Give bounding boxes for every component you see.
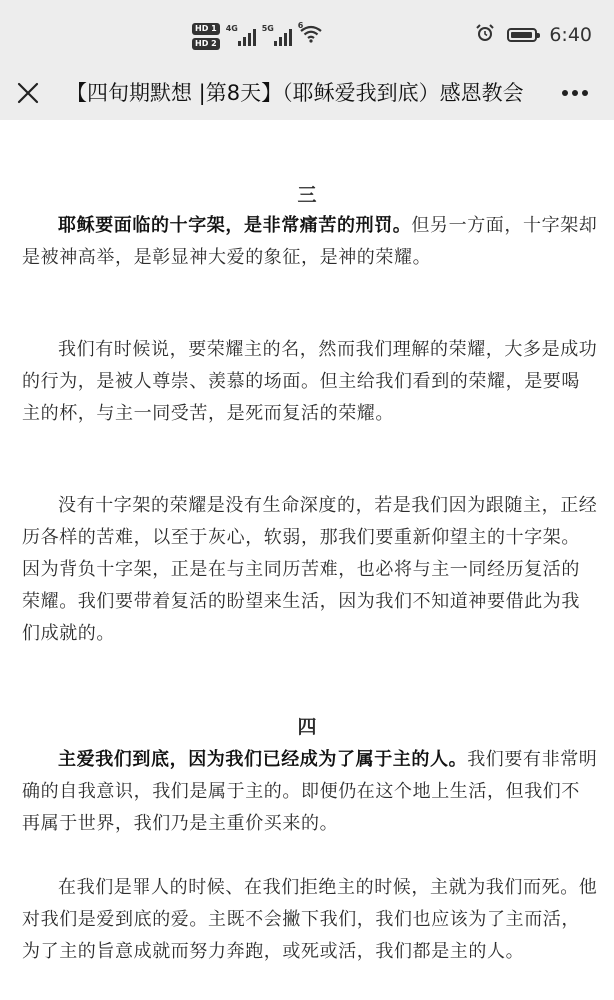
paragraph-1-bold: 耶稣要面临的十字架，是非常痛苦的刑罚。	[58, 215, 412, 236]
more-button[interactable]	[558, 78, 592, 108]
paragraph-4-bold: 主爱我们到底，因为我们已经成为了属于主的人。	[58, 749, 468, 770]
section-heading-3: 三	[297, 184, 317, 206]
signal2-gen-label: 5G	[261, 24, 274, 33]
section-heading-4: 四	[297, 716, 317, 738]
status-left-group	[192, 18, 322, 54]
hd2-badge: HD 2	[192, 38, 220, 50]
signal-icon-2	[262, 26, 292, 46]
wifi-icon	[297, 21, 322, 47]
status-bar	[0, 0, 614, 66]
more-icon	[561, 89, 589, 97]
signal1-gen-label: 4G	[225, 24, 238, 33]
nav-bar	[0, 66, 614, 120]
paragraph-1-rest: 但另一方面，十字架却是被神高举，是彰显神大爱的象征，是神的荣耀。	[22, 215, 598, 268]
signal-icon	[226, 26, 256, 46]
clock-time: 6:40	[549, 24, 592, 46]
close-button[interactable]	[12, 76, 44, 110]
paragraph-1	[22, 210, 598, 274]
battery-icon	[507, 28, 537, 42]
article-body	[0, 120, 614, 1000]
wifi-gen-label: 6	[297, 21, 304, 30]
close-icon	[17, 82, 39, 104]
hd1-badge: HD 1	[192, 23, 220, 35]
paragraph-2: 我们有时候说，要荣耀主的名，然而我们理解的荣耀，大多是成功的行为，是被人尊崇、羡慕的场面。但主给我们看到的荣耀，是要喝主的杯，与主一同受苦，是死而复活的荣耀。	[22, 339, 598, 424]
hd-indicators	[192, 23, 220, 50]
paragraph-4-rest: 我们要有非常明确的自我意识，我们是属于主的。即便仍在这个地上生活，但我们不再属于世界，我们乃是主重价买来的。	[22, 749, 598, 834]
page-title: 【四旬期默想 |第8天】（耶稣爱我到底）感恩教会	[66, 81, 524, 105]
paragraph-5: 在我们是罪人的时候、在我们拒绝主的时候，主就为我们而死。他对我们是爱到底的爱。主既不会撇下我们，我们也应该为了主而活，为了主的旨意成就而努力奔跑，或死或活，我们都是主的人。	[22, 877, 598, 962]
paragraph-4	[22, 744, 598, 840]
alarm-icon	[475, 23, 495, 47]
paragraph-3: 没有十字架的荣耀是没有生命深度的，若是我们因为跟随主，正经历各样的苦难，以至于灰心，软弱，那我们要重新仰望主的十字架。因为背负十字架，正是在与主同历苦难，也必将与主一同经历复活的荣耀。我们要带着复活的盼望来生活，因为我们不知道神要借此为我们成就的。	[22, 495, 598, 644]
status-right-group	[475, 20, 592, 50]
